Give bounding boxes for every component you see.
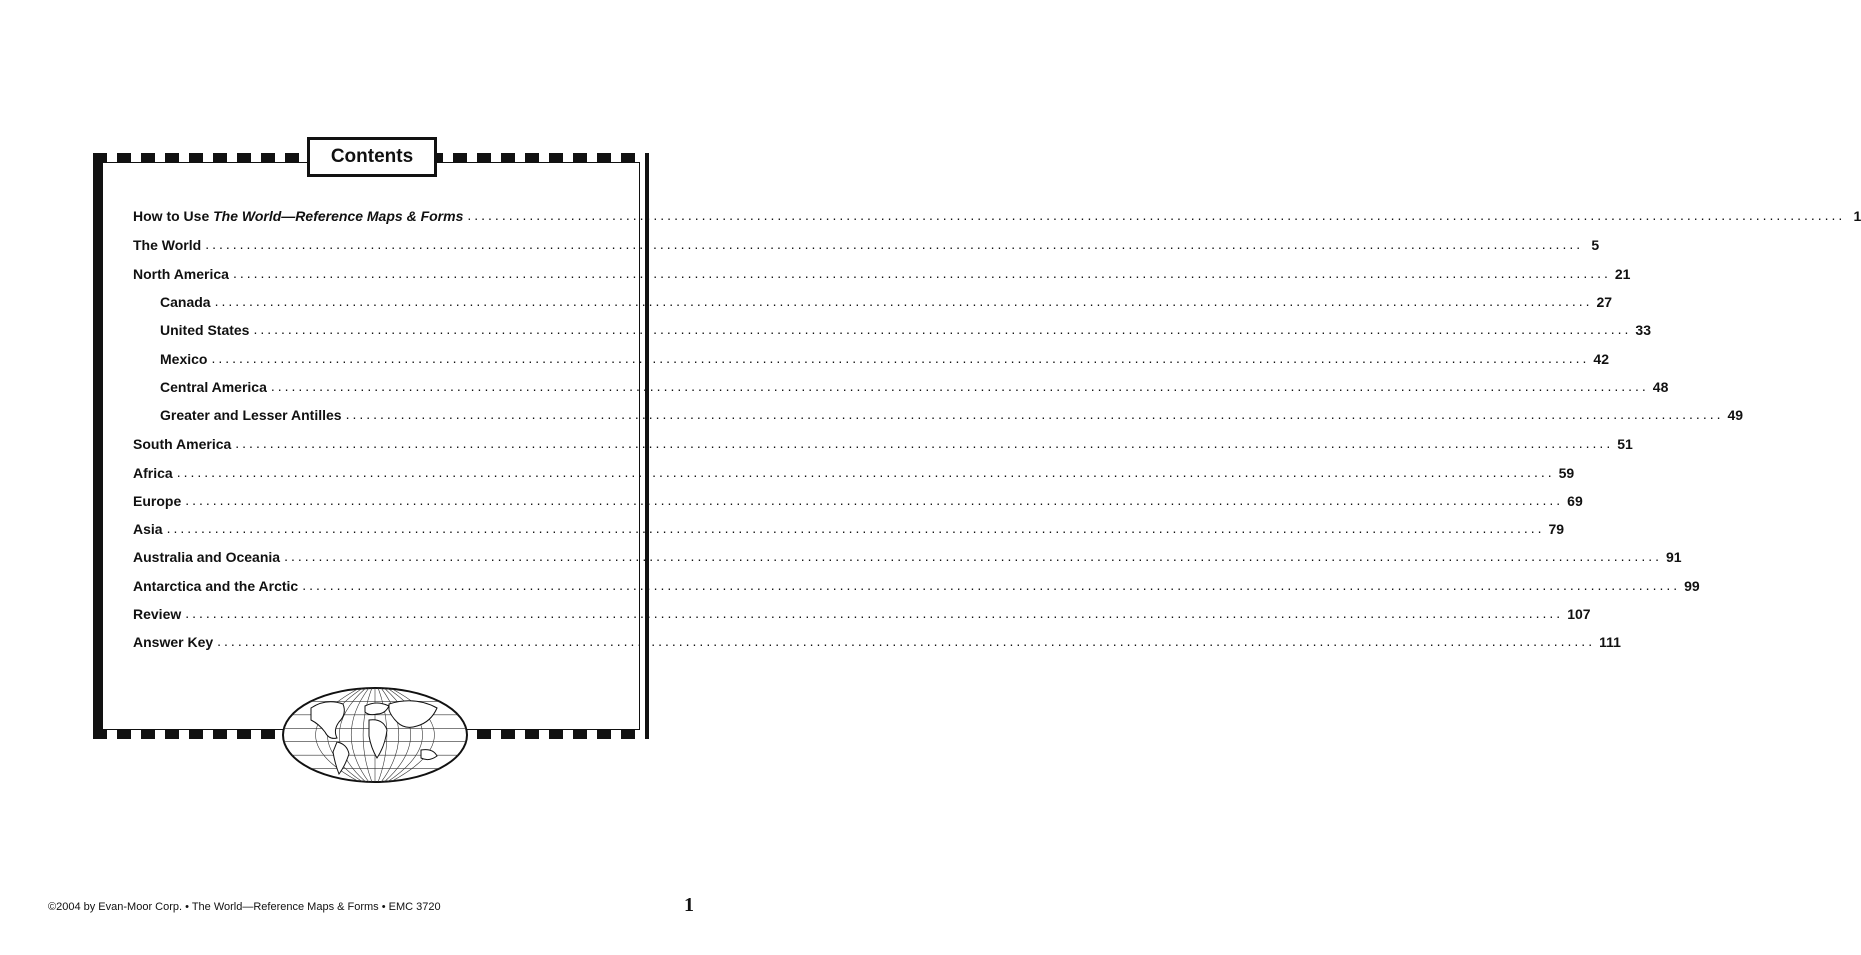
- toc-entry-page: 1: [1853, 208, 1861, 224]
- toc-entry-title: [133, 208, 467, 224]
- dot-leader: ........................................................................................................................................................................................................: [270, 378, 1649, 394]
- toc-entry-page: 33: [1635, 322, 1651, 338]
- toc-entry-page: 69: [1567, 493, 1583, 509]
- toc-entry: [133, 202, 1861, 224]
- dot-leader: ........................................................................................................................................................................................................: [185, 605, 1564, 621]
- dot-leader: ........................................................................................................................................................................................................: [205, 236, 1584, 252]
- toc-entry-title: [133, 521, 167, 537]
- dot-leader: ........................................................................................................................................................................................................: [235, 435, 1614, 451]
- toc-entry-page: 99: [1684, 578, 1700, 594]
- toc-entry: [160, 288, 1613, 310]
- dot-leader: ........................................................................................................................................................................................................: [217, 633, 1596, 649]
- toc-entry-title: [160, 379, 271, 395]
- toc-entry-title-text: North America: [133, 266, 229, 282]
- footer-copyright: ©2004 by Evan-Moor Corp. • The World—Reference Maps & Forms • EMC 3720: [48, 901, 441, 913]
- toc-entry-title: [133, 237, 205, 253]
- contents-title-box: [307, 137, 437, 177]
- toc-entry-page: 107: [1567, 606, 1591, 622]
- toc-entry-page: 5: [1591, 237, 1600, 253]
- toc-entry: [133, 515, 1565, 537]
- toc-entry: [160, 373, 1669, 395]
- dot-leader: ........................................................................................................................................................................................................: [232, 265, 1611, 281]
- toc-entry-title-text: Antarctica and the Arctic: [133, 578, 299, 594]
- toc-entry-title-text: Europe: [133, 493, 182, 509]
- toc-entry-title-italic: The World—Reference Maps & Forms: [213, 208, 464, 224]
- toc-entry-title-text: Greater and Lesser Antilles: [160, 407, 342, 423]
- toc-entry-page: 42: [1593, 351, 1609, 367]
- toc-entry-title-text: Canada: [160, 294, 211, 310]
- dot-leader: ........................................................................................................................................................................................................: [253, 321, 1632, 337]
- dot-leader: ........................................................................................................................................................................................................: [284, 548, 1662, 564]
- toc-entry-title: [133, 493, 185, 509]
- toc-entry-title: [133, 465, 177, 481]
- toc-entry-title-text: Answer Key: [133, 634, 214, 650]
- toc-entry-page: 59: [1558, 465, 1575, 481]
- toc-entry-title-text: Asia: [133, 521, 163, 537]
- toc-entry-page: 48: [1652, 379, 1669, 395]
- dot-leader: ........................................................................................................................................................................................................: [185, 492, 1564, 508]
- toc-entry-title: [133, 549, 284, 565]
- toc-entry-title-text: Central America: [160, 379, 267, 395]
- dot-leader: ........................................................................................................................................................................................................: [211, 350, 1590, 366]
- toc-entry: [133, 628, 1621, 650]
- toc-entry: [133, 600, 1591, 622]
- toc-entry: [133, 260, 1631, 282]
- toc-entry-page: 111: [1599, 634, 1621, 650]
- toc-entry-title-text: The World: [133, 237, 202, 253]
- toc-entry-title: [160, 407, 346, 423]
- dot-leader: ........................................................................................................................................................................................................: [214, 293, 1593, 309]
- toc-entry-title-text: Africa: [133, 465, 173, 481]
- dot-leader: ........................................................................................................................................................................................................: [302, 577, 1681, 593]
- toc-entry-page: 51: [1617, 436, 1633, 452]
- toc-entry-page: 27: [1596, 294, 1613, 310]
- dot-leader: ........................................................................................................................................................................................................: [166, 520, 1545, 536]
- toc-entry-title: [160, 294, 215, 310]
- toc-entry-title: [160, 322, 253, 338]
- toc-entry-title: [160, 351, 211, 367]
- toc-entry: [133, 459, 1575, 481]
- toc-entry-page: 79: [1548, 521, 1565, 537]
- toc-entry: [160, 401, 1744, 423]
- toc-entry: [133, 572, 1700, 594]
- world-map-icon: [281, 686, 469, 784]
- dot-leader: ........................................................................................................................................................................................................: [467, 207, 1846, 223]
- toc-entry: [133, 487, 1583, 509]
- toc-entry-title-text: Australia and Oceania: [133, 549, 281, 565]
- toc-entry-page: 91: [1666, 549, 1682, 565]
- dot-leader: ........................................................................................................................................................................................................: [345, 406, 1724, 422]
- toc-entry-title-text: United States: [160, 322, 250, 338]
- toc-entry-title-text: Review: [133, 606, 182, 622]
- page-number: 1: [684, 894, 694, 916]
- toc-entry: [133, 231, 1600, 253]
- toc-entry-page: 21: [1614, 266, 1631, 282]
- toc-entry-title: [133, 634, 217, 650]
- dot-leader: ........................................................................................................................................................................................................: [176, 464, 1555, 480]
- toc-entry: [160, 345, 1609, 367]
- toc-entry-title: [133, 606, 185, 622]
- contents-title: Contents: [330, 146, 414, 167]
- toc-entry-title-text: South America: [133, 436, 232, 452]
- toc-entry-title: [133, 436, 235, 452]
- toc-entry: [160, 316, 1651, 338]
- toc-entry-page: 49: [1727, 407, 1744, 423]
- toc-entry: [133, 430, 1633, 452]
- toc-entry-title-text: Mexico: [160, 351, 208, 367]
- toc-entry: [133, 543, 1682, 565]
- toc-entry-title-text: How to Use: [133, 208, 214, 224]
- toc-entry-title: [133, 266, 233, 282]
- toc-entry-title: [133, 578, 302, 594]
